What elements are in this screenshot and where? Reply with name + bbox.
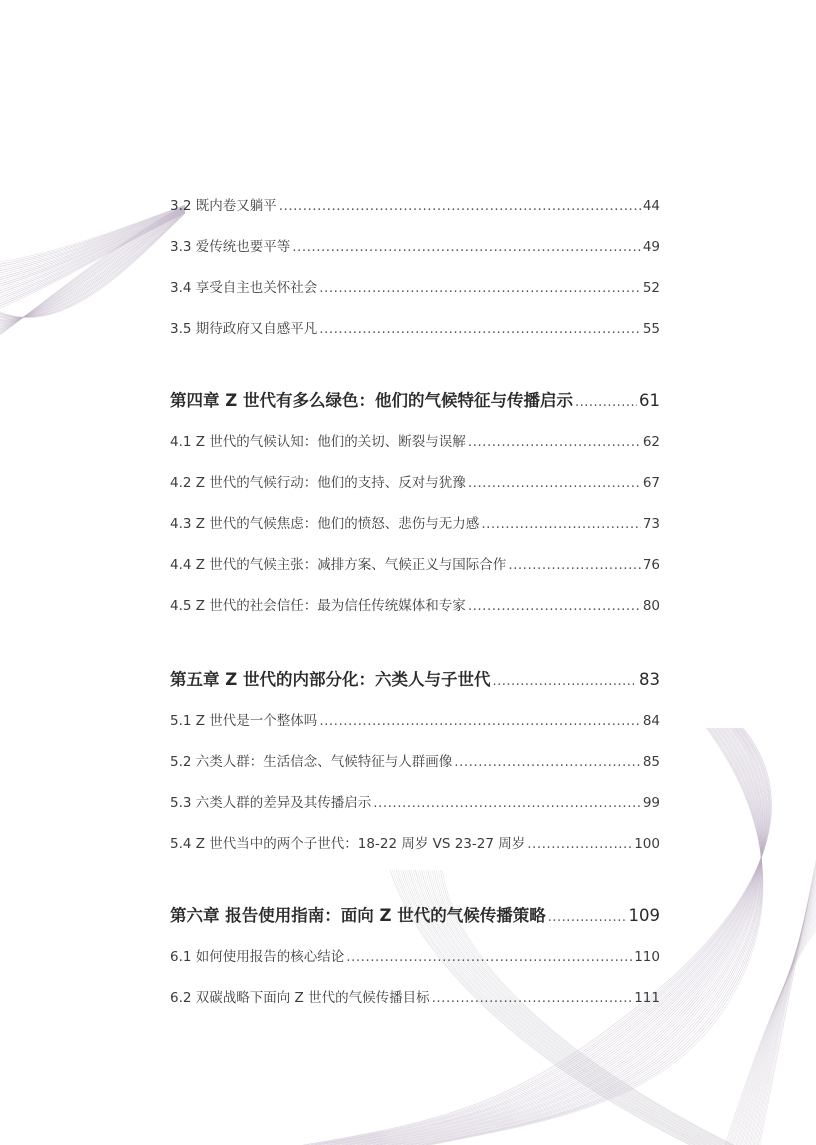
toc-entry-page: 110 [634,949,660,965]
toc-leader-dots [481,516,641,532]
swirl-line [0,210,185,321]
swirl-line [749,882,816,1145]
toc-leader-dots [373,795,641,811]
toc-entry-page: 76 [642,557,660,573]
swirl-line [738,905,816,1145]
toc-leader-dots [548,910,627,925]
swirl-line [0,209,185,324]
toc-entry-label: 5.3 六类人群的差异及其传播启示 [170,795,372,811]
swirl-line [743,894,816,1145]
swirl-line [0,205,185,335]
toc-leader-dots [468,598,641,614]
swirl-line [760,860,816,1145]
toc-entry-label: 5.1 Z 世代是一个整体吗 [170,713,318,729]
swirl-line [754,871,816,1145]
toc-entry-page: 73 [642,516,660,532]
toc-entry-label: 6.2 双碳战略下面向 Z 世代的气候传播目标 [170,990,430,1006]
toc-leader-dots [527,836,632,852]
toc-leader-dots [468,475,641,491]
toc-entry[interactable] [170,750,660,774]
toc-entry-label: 3.2 既内卷又躺平 [170,198,277,214]
swirl-line [752,877,816,1145]
toc-leader-dots [454,754,641,770]
toc-entry-page: 85 [642,754,660,770]
swirl-line [729,922,816,1145]
swirl-line [0,211,185,318]
toc-entry-page: 44 [642,198,660,214]
swirl-line [739,902,816,1145]
swirl-line [0,206,185,332]
toc-leader-dots [319,713,641,729]
toc-entry[interactable] [170,276,660,300]
swirl-line [733,913,816,1145]
toc-entry-label: 4.2 Z 世代的气候行动：他们的支持、反对与犹豫 [170,475,466,491]
toc-entry-page: 67 [642,475,660,491]
swirl-line [0,208,185,326]
toc-entry-page: 52 [642,280,660,296]
toc-leader-dots [279,198,641,214]
toc-entry-label: 3.3 爱传统也要平等 [170,239,291,255]
swirl-line [725,930,816,1145]
swirl-line [0,209,185,323]
swirl-line [747,885,816,1145]
swirl-line [0,212,185,318]
swirl-line [0,207,185,328]
toc-chapter-label: 第五章 Z 世代的内部分化：六类人与子世代 [170,670,491,689]
toc-chapter-page: 61 [639,391,660,410]
toc-entry[interactable] [170,317,660,341]
toc-entry-label: 5.4 Z 世代当中的两个子世代：18-22 周岁 VS 23-27 周岁 [170,836,526,852]
swirl-line [0,211,185,319]
swirl-line [757,866,816,1145]
toc-entry-page: 111 [634,990,660,1006]
left-swirl-lines [0,205,185,335]
toc-entry-label: 3.5 期待政府又自感平凡 [170,321,318,337]
toc-entry[interactable] [170,235,660,259]
toc-entry[interactable] [170,945,660,969]
swirl-line [732,916,816,1145]
swirl-line [759,863,816,1145]
swirl-line [0,209,185,326]
toc-entry[interactable] [170,594,660,618]
toc-entry[interactable] [170,194,660,218]
swirl-line [0,212,185,317]
toc-leader-dots [319,321,641,337]
toc-entry-page: 80 [642,598,660,614]
swirl-line [0,210,185,322]
toc-entry[interactable] [170,709,660,733]
toc-entry-label: 4.1 Z 世代的气候认知：他们的关切、断裂与误解 [170,434,466,450]
toc-entry-page: 62 [642,434,660,450]
toc-chapter-4[interactable] [170,387,660,411]
toc-entry[interactable] [170,553,660,577]
toc-entry-page: 84 [642,713,660,729]
toc-entry-page: 99 [642,795,660,811]
swirl-line [753,874,816,1145]
toc-chapter-6[interactable] [170,902,660,926]
swirl-line [0,207,185,330]
toc-entry[interactable] [170,986,660,1010]
swirl-line [736,908,816,1145]
swirl-line [746,888,816,1145]
swirl-line [0,213,185,318]
toc-entry-page: 100 [634,836,660,852]
toc-leader-dots [508,557,641,573]
swirl-line [0,213,185,317]
toc-entry[interactable] [170,832,660,856]
swirl-line [756,868,816,1145]
swirl-line [0,208,185,327]
swirl-line [742,896,816,1145]
swirl-line [750,880,816,1145]
toc-leader-dots [292,239,641,255]
swirl-line [740,899,816,1145]
toc-entry-page: 49 [642,239,660,255]
toc-entry-label: 4.4 Z 世代的气候主张：减排方案、气候正义与国际合作 [170,557,507,573]
toc-leader-dots [432,990,633,1006]
toc-entry-label: 3.4 享受自主也关怀社会 [170,280,318,296]
toc-entry-label: 4.3 Z 世代的气候焦虑：他们的愤怒、悲伤与无力感 [170,516,480,532]
toc-leader-dots [492,674,637,689]
toc-entry[interactable] [170,512,660,536]
toc-entry[interactable] [170,471,660,495]
swirl-line [745,891,816,1145]
toc-chapter-page: 83 [639,670,660,689]
swirl-line [735,910,816,1145]
toc-entry[interactable] [170,430,660,454]
swirl-line [0,207,185,331]
swirl-line [0,211,185,320]
toc-leader-dots [468,434,641,450]
toc-chapter-page: 109 [628,906,660,925]
toc-leader-dots [319,280,641,296]
swirl-line [726,927,816,1145]
toc-chapter-label: 第六章 报告使用指南：面向 Z 世代的气候传播策略 [170,906,546,925]
toc-leader-dots [575,395,637,410]
toc-entry-page: 55 [642,321,660,337]
toc-leader-dots [346,949,632,965]
toc-entry-label: 6.1 如何使用报告的核心结论 [170,949,345,965]
toc-entry-label: 4.5 Z 世代的社会信任：最为信任传统媒体和专家 [170,598,466,614]
toc-chapter-label: 第四章 Z 世代有多么绿色：他们的气候特征与传播启示 [170,391,573,410]
swirl-line [728,924,816,1145]
toc-entry[interactable] [170,791,660,815]
swirl-line [0,213,185,317]
toc-chapter-5[interactable] [170,666,660,690]
toc-entry-label: 5.2 六类人群：生活信念、气候特征与人群画像 [170,754,453,770]
swirl-line [0,205,185,334]
swirl-line [731,919,816,1145]
swirl-line [0,206,185,333]
